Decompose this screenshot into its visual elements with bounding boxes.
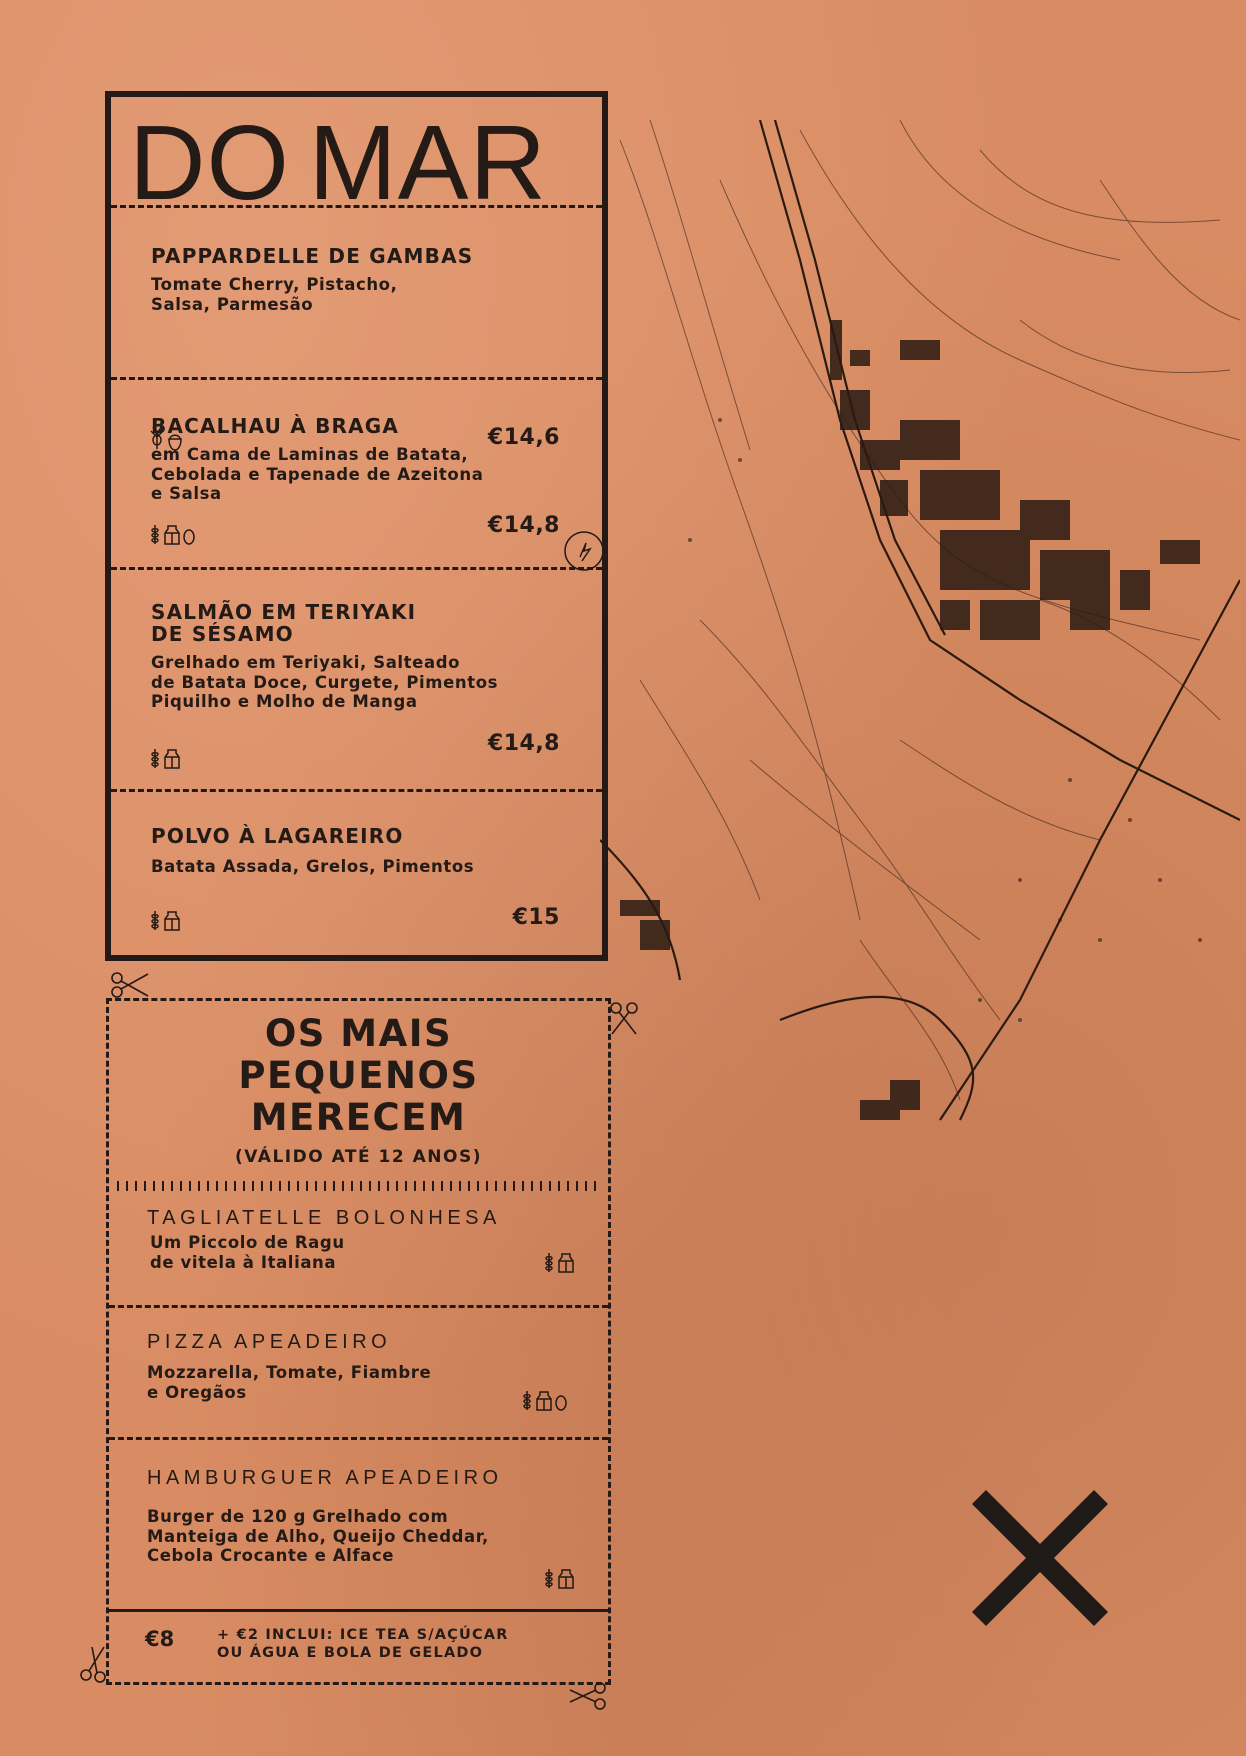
- scissors-icon: [568, 1680, 608, 1714]
- milk-icon: [164, 911, 180, 931]
- milk-icon: [536, 1391, 552, 1411]
- kids-note: + €2 INCLUI: ICE TEA S/AÇÚCAR OU ÁGUA E BOLA DE GELADO: [217, 1627, 509, 1661]
- scissors-icon: [110, 970, 150, 1000]
- dish-name: HAMBURGUER APEADEIRO: [147, 1467, 503, 1489]
- scissors-icon: [606, 1000, 640, 1036]
- divider: [109, 1437, 608, 1440]
- dish-name: SALMÃO EM TERIYAKI DE SÉSAMO: [151, 600, 417, 646]
- dish-price: €15: [512, 905, 560, 930]
- sea-section: [105, 91, 608, 961]
- dish-description: Mozzarella, Tomate, Fiambre e Oregãos: [147, 1363, 432, 1402]
- dish-description: em Cama de Laminas de Batata, Cebolada e Tapenade de Azeitona e Salsa: [151, 445, 484, 503]
- divider: [111, 205, 602, 208]
- dish-description: Burger de 120 g Grelhado com Manteiga de Alho, Queijo Cheddar, Cebola Crocante e Alface: [147, 1507, 489, 1565]
- x-mark-icon: [972, 1490, 1108, 1626]
- map-illustration: [600, 120, 1240, 1220]
- dish-description: Tomate Cherry, Pistacho, Salsa, Parmesão: [151, 275, 398, 314]
- dish-name: BACALHAU À BRAGA: [151, 414, 400, 438]
- milk-icon: [558, 1253, 574, 1273]
- dish-description: Um Piccolo de Ragu de vitela à Italiana: [150, 1233, 345, 1272]
- allergen-icons: [521, 1389, 567, 1411]
- dish-description: Batata Assada, Grelos, Pimentos: [151, 857, 475, 876]
- dish-item: [111, 825, 602, 955]
- section-title: DO MAR: [129, 104, 547, 222]
- dish-name: POLVO À LAGAREIRO: [151, 824, 404, 848]
- dish-name: TAGLIATELLE BOLONHESA: [147, 1207, 501, 1229]
- egg-icon: [183, 527, 195, 545]
- divider: [109, 1609, 608, 1612]
- divider: [109, 1305, 608, 1308]
- allergen-icons: [149, 523, 195, 545]
- dish-description: Grelhado em Teriyaki, Salteado de Batata Doce, Curgete, Pimentos Piquilho e Molho de Manga: [151, 653, 499, 711]
- allergen-icons: [543, 1567, 574, 1589]
- egg-icon: [555, 1393, 567, 1411]
- milk-icon: [558, 1569, 574, 1589]
- divider: [111, 567, 602, 570]
- kids-section: [106, 998, 611, 1685]
- allergen-icons: [149, 747, 180, 769]
- section-title: OS MAIS PEQUENOS MERECEM: [238, 1012, 479, 1139]
- dish-price: €14,6: [487, 425, 560, 450]
- dish-name: PAPPARDELLE DE GAMBAS: [151, 244, 474, 268]
- section-subtitle: (VÁLIDO ATÉ 12 ANOS): [235, 1147, 482, 1167]
- allergen-icons: [149, 909, 180, 931]
- kids-item: [109, 1467, 608, 1607]
- stamp-icon: [562, 529, 606, 573]
- gluten-icon: [521, 1389, 533, 1411]
- kids-price: €8: [145, 1627, 175, 1651]
- gluten-icon: [543, 1251, 555, 1273]
- divider: [111, 377, 602, 380]
- gluten-icon: [149, 523, 161, 545]
- milk-icon: [164, 749, 180, 769]
- dish-name: PIZZA APEADEIRO: [147, 1331, 392, 1353]
- gluten-icon: [149, 747, 161, 769]
- divider: [117, 1181, 600, 1191]
- dish-item: [111, 601, 602, 801]
- allergen-icons: [543, 1251, 574, 1273]
- gluten-icon: [149, 909, 161, 931]
- dish-price: €14,8: [487, 513, 560, 538]
- divider: [111, 789, 602, 792]
- dish-price: €14,8: [487, 731, 560, 756]
- kids-item: [109, 1207, 608, 1307]
- kids-item: [109, 1331, 608, 1441]
- gluten-icon: [543, 1567, 555, 1589]
- milk-icon: [164, 525, 180, 545]
